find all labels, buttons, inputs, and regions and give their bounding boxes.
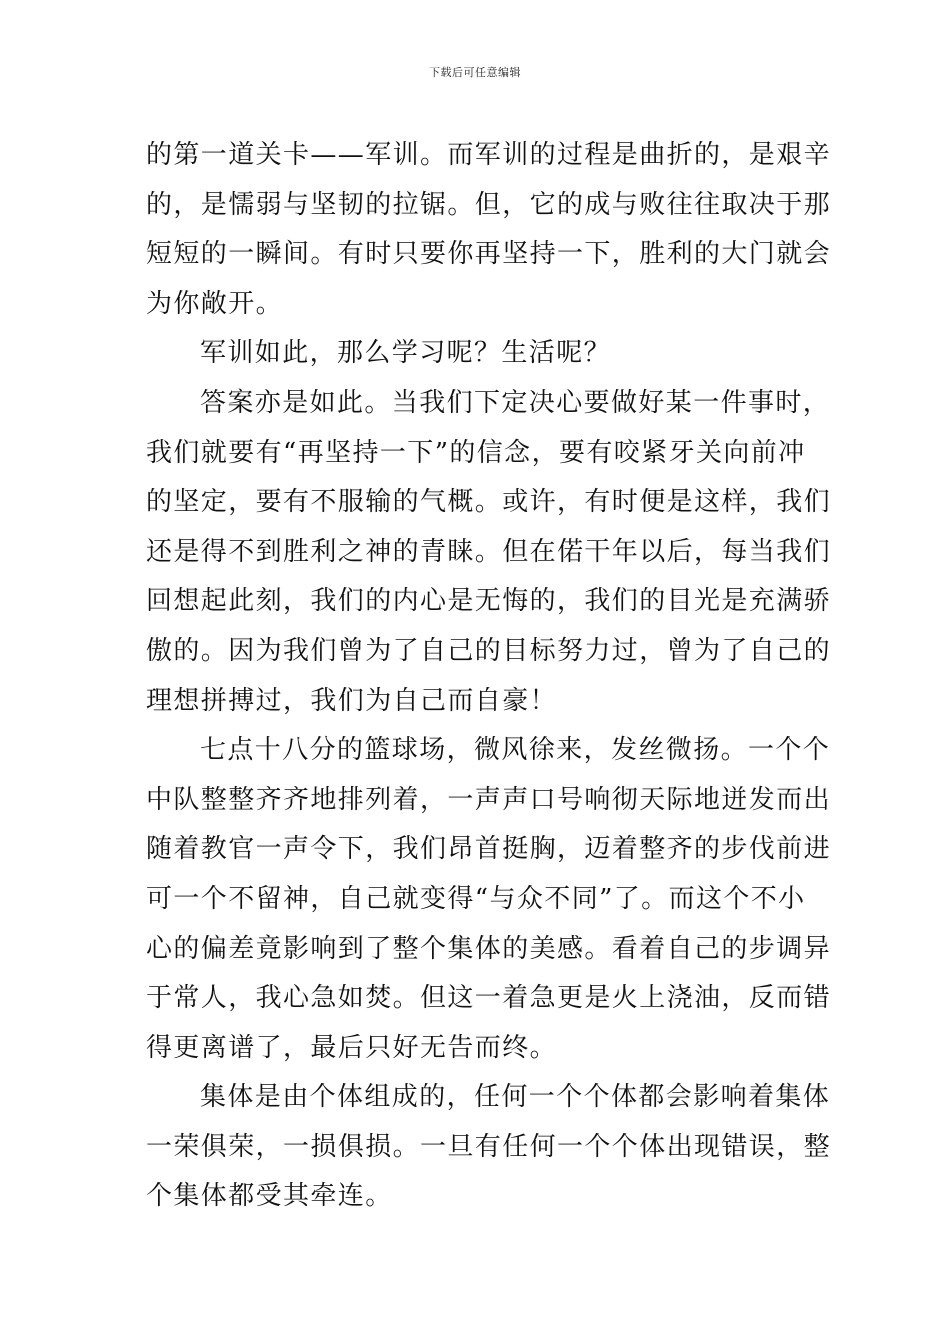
text-line: 集体是由个体组成的，任何一个个体都会影响着集体	[200, 1082, 831, 1113]
text-line: 为你敞开。	[146, 288, 284, 319]
text-line: 的，是懦弱与坚韧的拉锯。但，它的成与败往往取决于那	[146, 189, 832, 220]
text-line: 回想起此刻，我们的内心是无悔的，我们的目光是充满骄	[146, 586, 832, 617]
text-line: 军训如此，那么学习呢？生活呢？	[200, 338, 612, 369]
text-line: 理想拼搏过，我们为自己而自豪！	[146, 685, 558, 716]
text-line: 短短的一瞬间。有时只要你再坚持一下，胜利的大门就会	[146, 239, 832, 270]
document-body	[146, 131, 832, 1222]
text-line: 的第一道关卡——军训。而军训的过程是曲折的，是艰辛	[146, 140, 832, 170]
text-line: 我们就要有“再坚持一下”的信念，要有咬紧牙关向前冲	[146, 437, 806, 468]
text-line: 还是得不到胜利之神的青睐。但在偌干年以后，每当我们	[146, 536, 832, 567]
text-line: 的坚定，要有不服输的气概。或许，有时便是这样，我们	[146, 487, 832, 518]
text-line: 于常人，我心急如焚。但这一着急更是火上浇油，反而错	[146, 983, 832, 1014]
text-line: 七点十八分的篮球场，微风徐来，发丝微扬。一个个	[200, 735, 831, 766]
text-line: 可一个不留神，自己就变得“与众不同”了。而这个不小	[146, 883, 806, 914]
text-line: 答案亦是如此。当我们下定决心要做好某一件事时，	[200, 387, 831, 418]
text-line: 随着教官一声令下，我们昂首挺胸，迈着整齐的步伐前进	[146, 834, 832, 865]
text-line: 心的偏差竟影响到了整个集体的美感。看着自己的步调异	[146, 933, 832, 964]
text-line: 得更离谱了，最后只好无告而终。	[146, 1032, 558, 1063]
text-line: 个集体都受其牵连。	[146, 1181, 393, 1212]
page-header: 下载后可任意编辑	[429, 66, 521, 79]
text-line: 中队整整齐齐地排列着，一声声口号响彻天际地迸发而出	[146, 784, 832, 815]
text-line: 一荣俱荣，一损俱损。一旦有任何一个个体出现错误，整	[146, 1131, 832, 1162]
text-line: 傲的。因为我们曾为了自己的目标努力过，曾为了自己的	[146, 635, 832, 666]
